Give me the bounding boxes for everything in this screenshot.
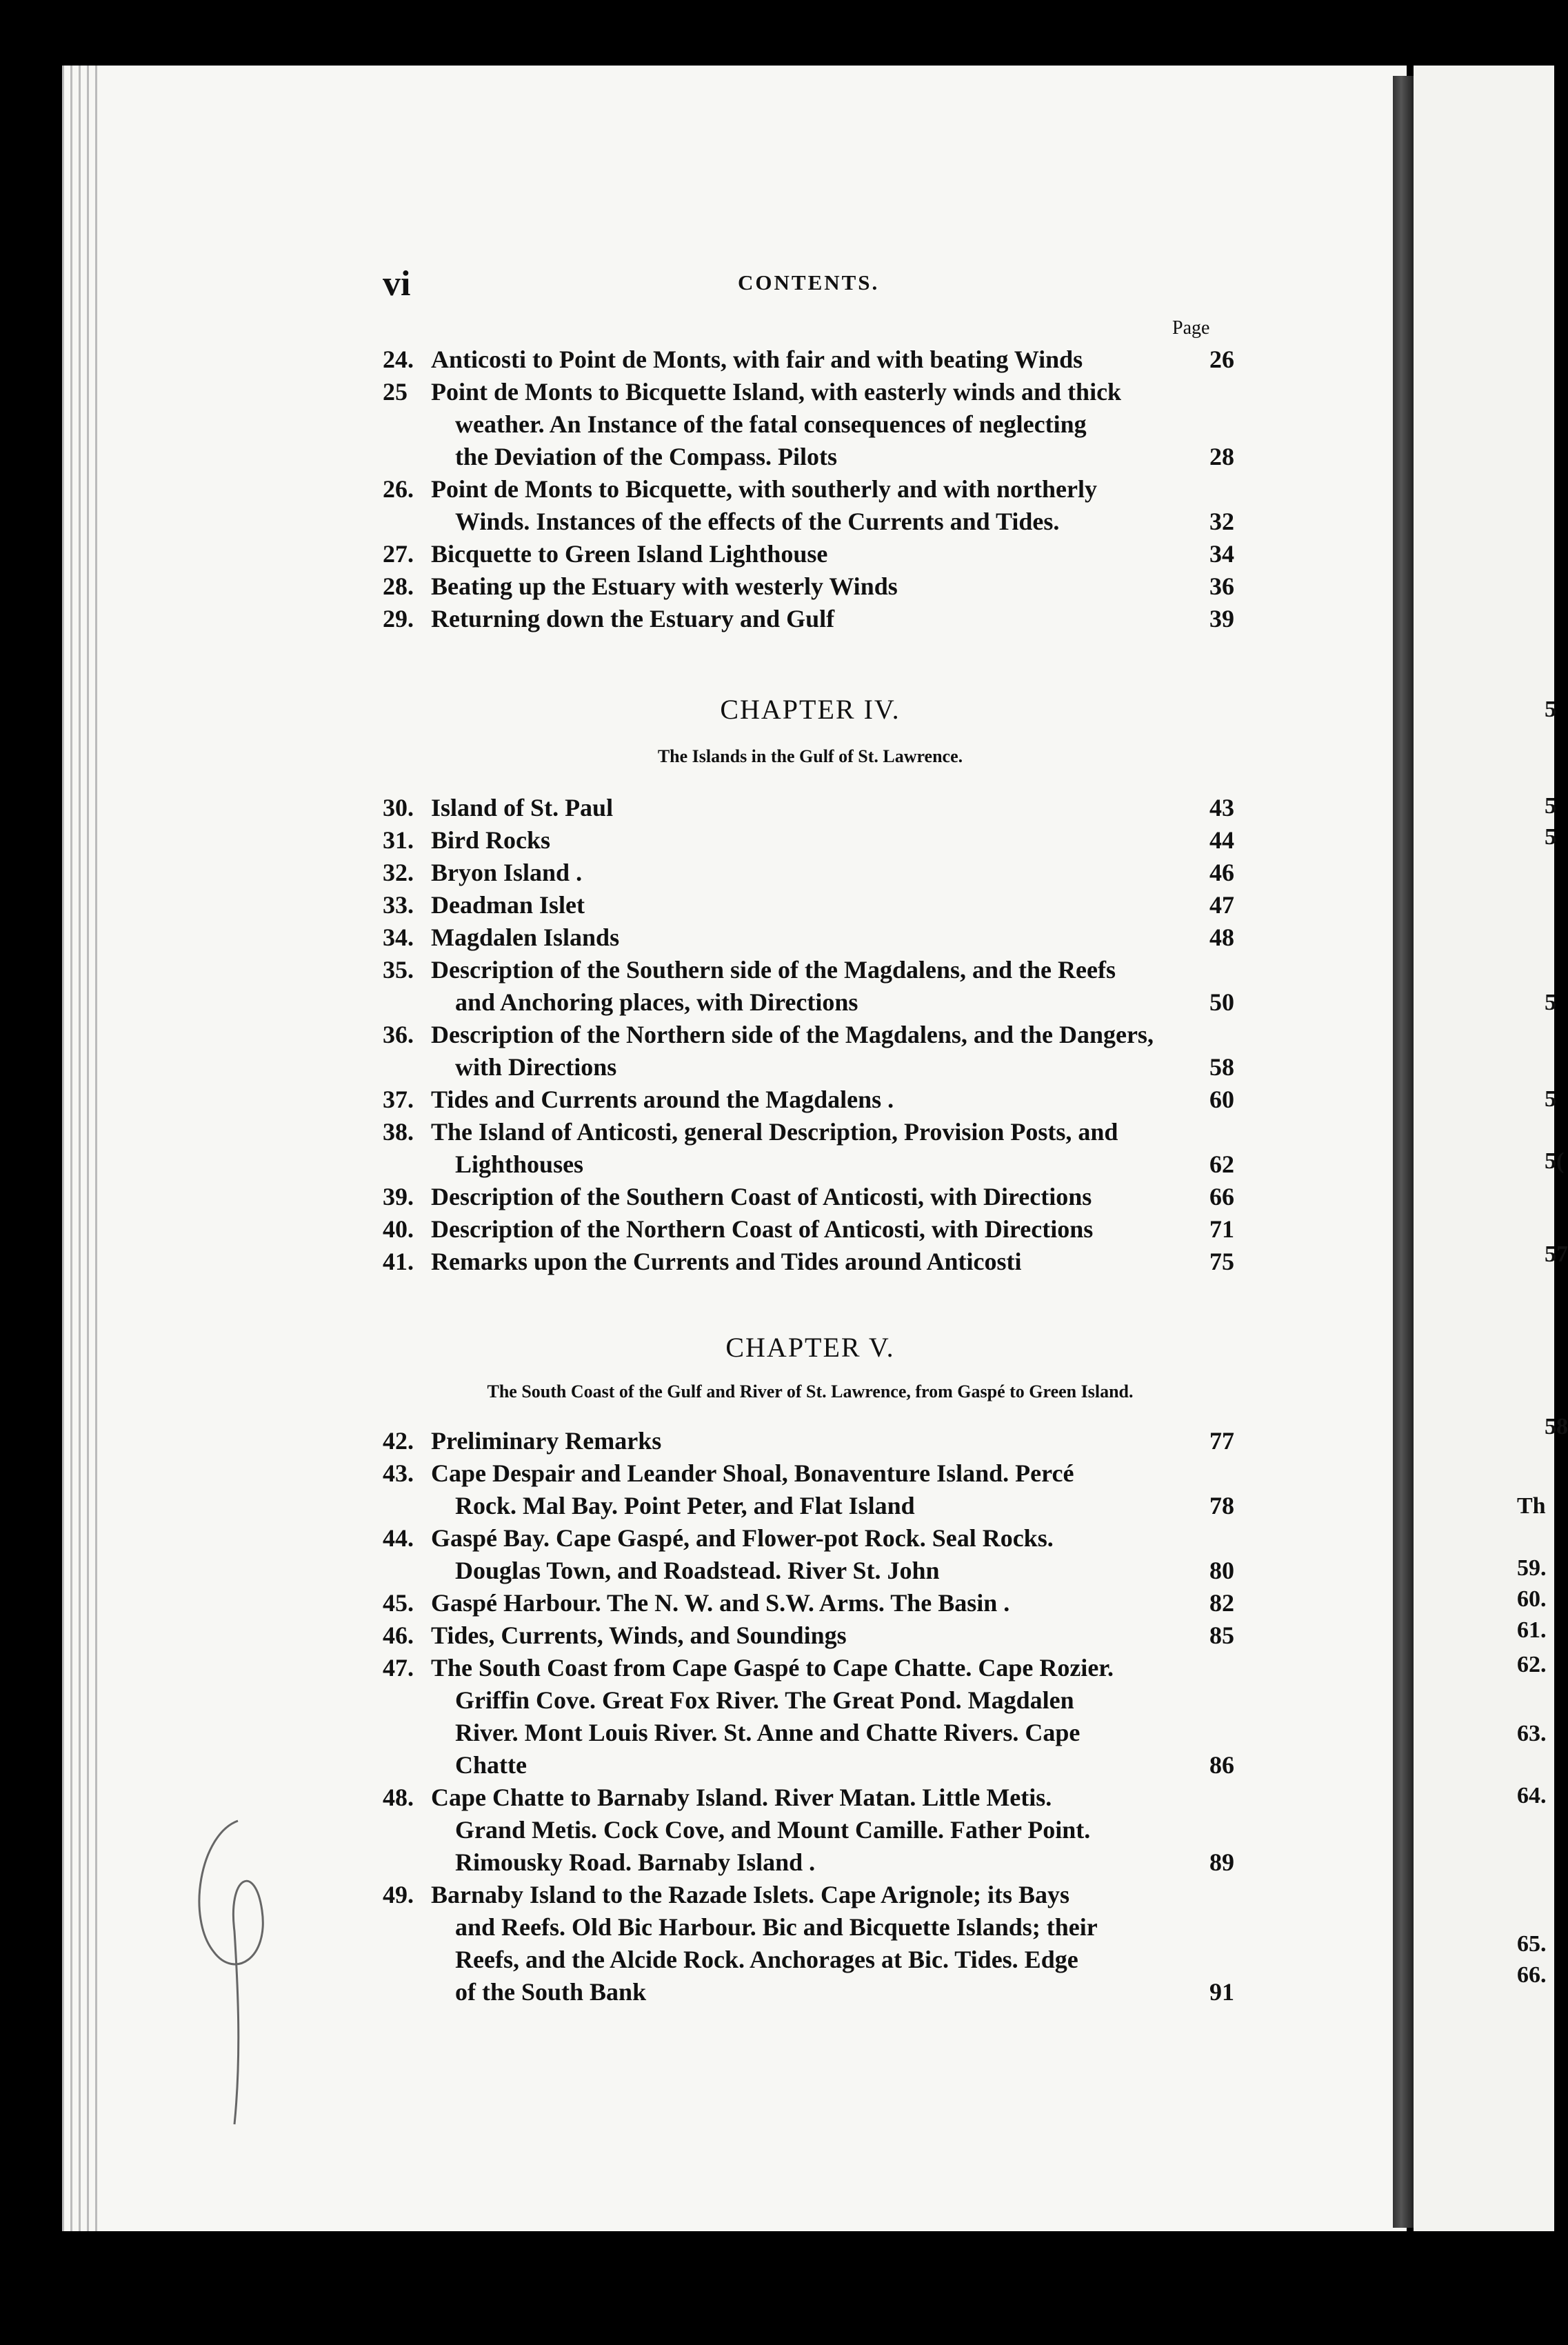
- toc-entry-number: 33.: [383, 891, 414, 919]
- toc-entry-text: The South Coast from Cape Gaspé to Cape Chatte. Cape Rozier.: [431, 1654, 1114, 1682]
- toc-entry-text: Magdalen Islands: [431, 924, 620, 951]
- toc-entry-page: 62: [1209, 1150, 1234, 1178]
- toc-entry-number: 47.: [383, 1654, 414, 1682]
- toc-entry-number: 34.: [383, 924, 414, 951]
- toc-entry-text: Bryon Island .: [431, 859, 583, 886]
- adjacent-page-text: 58: [1545, 1414, 1568, 1439]
- toc-entry-number: 27.: [383, 540, 414, 568]
- toc-entry-text: Rimousky Road. Barnaby Island .: [455, 1848, 816, 1876]
- toc-entry-text: Returning down the Estuary and Gulf: [431, 605, 835, 632]
- toc-entry-number: 31.: [383, 826, 414, 854]
- toc-entry-page: 77: [1209, 1427, 1234, 1455]
- toc-entry-page: 36: [1209, 572, 1234, 600]
- toc-entry-number: 30.: [383, 794, 414, 821]
- toc-entry-text: Description of the Northern Coast of Anticosti, with Directions: [431, 1215, 1094, 1243]
- toc-entry-number: 43.: [383, 1459, 414, 1487]
- toc-entry-page: 44: [1209, 826, 1234, 854]
- toc-entry-number: 41.: [383, 1248, 414, 1275]
- toc-entry-number: 46.: [383, 1621, 414, 1649]
- toc-entry-page: 58: [1209, 1053, 1234, 1081]
- toc-entry-text: the Deviation of the Compass. Pilots: [455, 443, 837, 470]
- toc-entry-number: 38.: [383, 1118, 414, 1146]
- toc-entry-page: 34: [1209, 540, 1234, 568]
- chapter-5-subtitle: The South Coast of the Gulf and River of St. Lawrence, from Gaspé to Green Island.: [487, 1381, 1134, 1401]
- toc-entry-text: Cape Chatte to Barnaby Island. River Matan. Little Metis.: [431, 1784, 1052, 1811]
- toc-entry-text: Barnaby Island to the Razade Islets. Cape Arignole; its Bays: [431, 1881, 1070, 1908]
- toc-entry-text: Point de Monts to Bicquette, with southerly and with northerly: [431, 475, 1097, 503]
- toc-entry-text: Lighthouses: [455, 1150, 584, 1178]
- toc-entry-text: and Reefs. Old Bic Harbour. Bic and Bicquette Islands; their: [455, 1913, 1098, 1941]
- toc-entry-text: River. Mont Louis River. St. Anne and Chatte Rivers. Cape: [455, 1719, 1080, 1746]
- toc-entry-number: 35.: [383, 956, 414, 984]
- toc-entry-text: Grand Metis. Cock Cove, and Mount Camille. Father Point.: [455, 1816, 1091, 1844]
- toc-entry-text: Tides, Currents, Winds, and Soundings: [431, 1621, 847, 1649]
- adjacent-page-text: 5: [1545, 793, 1556, 819]
- toc-entry-text: Cape Despair and Leander Shoal, Bonaventure Island. Percé: [431, 1459, 1074, 1487]
- toc-entry-page: 75: [1209, 1248, 1234, 1275]
- toc-entry-page: 50: [1209, 988, 1234, 1016]
- toc-entry-number: 44.: [383, 1524, 414, 1552]
- adjacent-page-text: 61.: [1517, 1617, 1547, 1643]
- toc-entry-number: 24.: [383, 346, 414, 373]
- toc-entry-page: 46: [1209, 859, 1234, 886]
- toc-entry-page: 39: [1209, 605, 1234, 632]
- page-folio: vi: [383, 264, 411, 303]
- toc-entry-number: 37.: [383, 1086, 414, 1113]
- toc-entry-text: Bicquette to Green Island Lighthouse: [431, 540, 828, 568]
- toc-entry-page: 66: [1209, 1183, 1234, 1210]
- toc-entry-page: 28: [1209, 443, 1234, 470]
- toc-entry-text: Preliminary Remarks: [431, 1427, 662, 1455]
- toc-entry-text: Description of the Southern Coast of Anticosti, with Directions: [431, 1183, 1092, 1210]
- adjacent-page-text: Th: [1517, 1493, 1546, 1519]
- toc-entry-page: 47: [1209, 891, 1234, 919]
- toc-entry-text: Chatte: [455, 1751, 527, 1779]
- adjacent-page-text: 63.: [1517, 1721, 1547, 1746]
- adjacent-page-text: 5: [1545, 824, 1556, 850]
- toc-entry-page: 60: [1209, 1086, 1234, 1113]
- page-column-label: Page: [1172, 317, 1210, 339]
- toc-entry-text: Winds. Instances of the effects of the Currents and Tides.: [455, 508, 1060, 535]
- page-gutter-shadow: [1393, 76, 1414, 2228]
- adjacent-page-text: 60.: [1517, 1586, 1547, 1612]
- toc-entry-number: 42.: [383, 1427, 414, 1455]
- toc-entry-page: 86: [1209, 1751, 1234, 1779]
- toc-entry-page: 82: [1209, 1589, 1234, 1617]
- toc-entry-text: Point de Monts to Bicquette Island, with easterly winds and thick: [431, 378, 1122, 406]
- toc-entry-text: Rock. Mal Bay. Point Peter, and Flat Island: [455, 1492, 915, 1519]
- toc-entry-text: Tides and Currents around the Magdalens .: [431, 1086, 894, 1113]
- toc-entry-text: weather. An Instance of the fatal consequences of neglecting: [455, 410, 1087, 438]
- toc-entry-text: of the South Bank: [455, 1978, 647, 2006]
- chapter-5-title: CHAPTER V.: [725, 1332, 895, 1363]
- toc-entry-text: Reefs, and the Alcide Rock. Anchorages at Bic. Tides. Edge: [455, 1946, 1078, 1973]
- toc-entry-text: The Island of Anticosti, general Description, Provision Posts, and: [431, 1118, 1118, 1146]
- toc-entry-number: 25: [383, 378, 408, 406]
- toc-entry-number: 40.: [383, 1215, 414, 1243]
- toc-entry-number: 39.: [383, 1183, 414, 1210]
- toc-entry-page: 89: [1209, 1848, 1234, 1876]
- toc-entry-page: 71: [1209, 1215, 1234, 1243]
- toc-entry-page: 26: [1209, 346, 1234, 373]
- toc-entry-page: 43: [1209, 794, 1234, 821]
- toc-entry-text: Griffin Cove. Great Fox River. The Great Pond. Magdalen: [455, 1686, 1074, 1714]
- toc-entry-text: with Directions: [455, 1053, 617, 1081]
- toc-entry-text: Anticosti to Point de Monts, with fair and with beating Winds: [431, 346, 1083, 373]
- adjacent-page-text: 65.: [1517, 1931, 1547, 1957]
- toc-entry-text: and Anchoring places, with Directions: [455, 988, 858, 1016]
- toc-entry-text: Bird Rocks: [431, 826, 551, 854]
- chapter-4-subtitle: The Islands in the Gulf of St. Lawrence.: [657, 746, 963, 766]
- adjacent-page-text: 5: [1545, 697, 1556, 722]
- toc-entry-text: Description of the Northern side of the Magdalens, and the Dangers,: [431, 1021, 1154, 1048]
- running-header: CONTENTS.: [738, 270, 880, 295]
- toc-entry-number: 48.: [383, 1784, 414, 1811]
- pencil-mark: [172, 1793, 310, 2152]
- adjacent-page-text: 64.: [1517, 1783, 1547, 1808]
- adjacent-page-text: 5: [1545, 1086, 1556, 1112]
- toc-entry-text: Beating up the Estuary with westerly Winds: [431, 572, 898, 600]
- toc-entry-page: 78: [1209, 1492, 1234, 1519]
- toc-entry-page: 80: [1209, 1557, 1234, 1584]
- adjacent-page-fragment: [1414, 66, 1568, 2231]
- adjacent-page-text: 66.: [1517, 1962, 1547, 1988]
- toc-entry-text: Deadman Islet: [431, 891, 585, 919]
- toc-entry-text: Remarks upon the Currents and Tides around Anticosti: [431, 1248, 1022, 1275]
- toc-entry-text: Gaspé Bay. Cape Gaspé, and Flower-pot Rock. Seal Rocks.: [431, 1524, 1054, 1552]
- toc-entry-number: 36.: [383, 1021, 414, 1048]
- adjacent-page-text: 59.: [1517, 1555, 1547, 1581]
- toc-entry-number: 49.: [383, 1881, 414, 1908]
- toc-entry-number: 32.: [383, 859, 414, 886]
- toc-entry-page: 48: [1209, 924, 1234, 951]
- toc-entry-text: Gaspé Harbour. The N. W. and S.W. Arms. The Basin .: [431, 1589, 1010, 1617]
- binding-edge: [62, 66, 103, 2231]
- toc-entry-page: 91: [1209, 1978, 1234, 2006]
- adjacent-page-text: 62.: [1517, 1652, 1547, 1677]
- toc-entry-page: 85: [1209, 1621, 1234, 1649]
- toc-entry-text: Island of St. Paul: [431, 794, 614, 821]
- chapter-4-title: CHAPTER IV.: [720, 694, 901, 725]
- toc-entry-number: 29.: [383, 605, 414, 632]
- adjacent-page-text: 5: [1545, 990, 1556, 1015]
- adjacent-page-text: 5(: [1545, 1148, 1565, 1174]
- toc-entry-text: Douglas Town, and Roadstead. River St. John: [455, 1557, 940, 1584]
- toc-entry-number: 45.: [383, 1589, 414, 1617]
- toc-entry-number: 26.: [383, 475, 414, 503]
- toc-entry-text: Description of the Southern side of the Magdalens, and the Reefs: [431, 956, 1116, 984]
- toc-entry-number: 28.: [383, 572, 414, 600]
- adjacent-page-text: 57: [1545, 1241, 1568, 1267]
- toc-entry-page: 32: [1209, 508, 1234, 535]
